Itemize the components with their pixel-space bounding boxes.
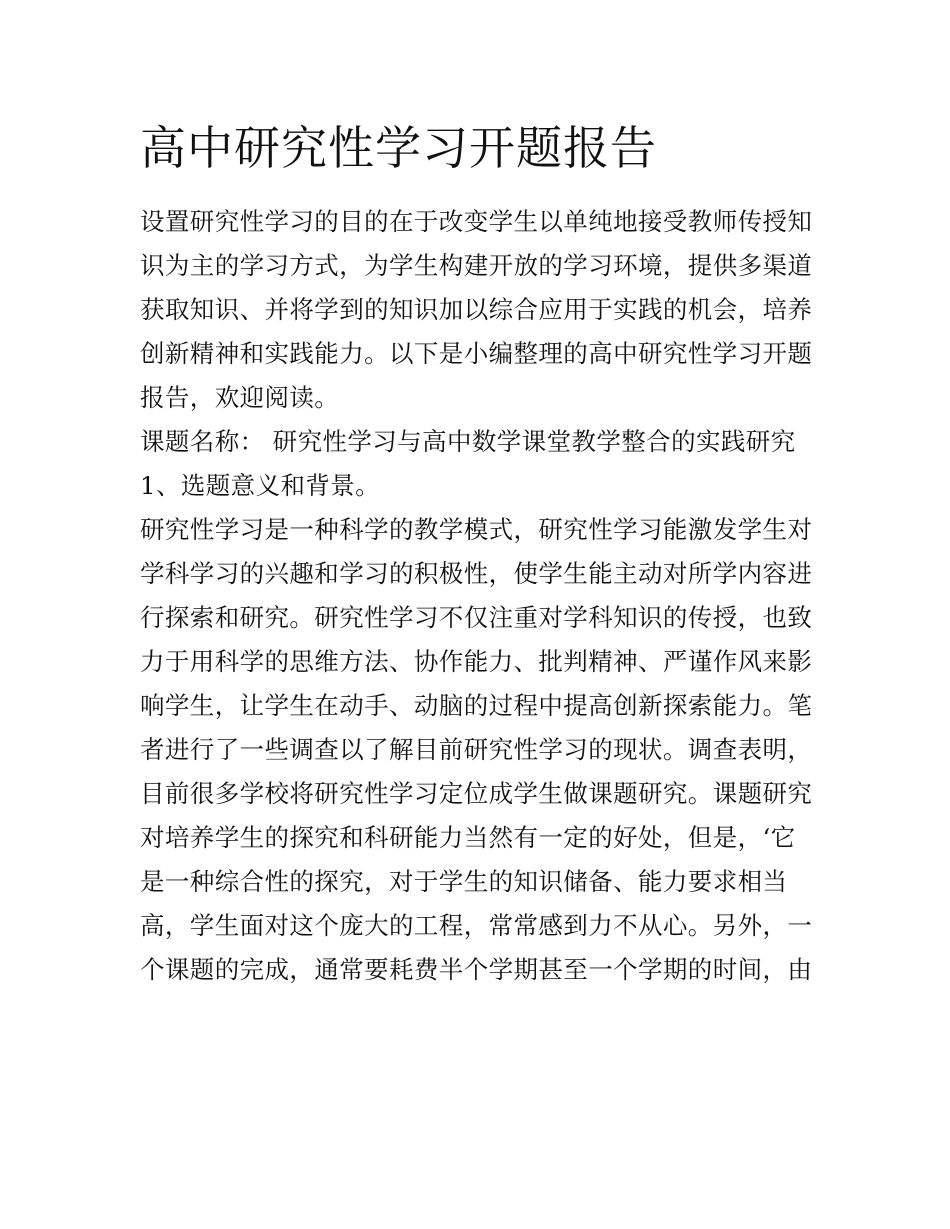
- body-line: 创新精神和实践能力。以下是小编整理的高中研究性学习开题: [140, 339, 813, 368]
- document-title: 高中研究性学习开题报告: [140, 121, 657, 175]
- body-line: 目前很多学校将研究性学习定位成学生做课题研究。课题研究: [140, 779, 813, 808]
- body-line: 研究性学习是一种科学的教学模式，研究性学习能激发学生对: [140, 515, 813, 544]
- body-line: 对培养学生的探究和科研能力当然有一定的好处，但是，‘它: [140, 823, 796, 852]
- body-line: 响学生，让学生在动手、动脑的过程中提高创新探索能力。笔: [140, 691, 813, 720]
- body-line: 是一种综合性的探究，对于学生的知识储备、能力要求相当: [140, 867, 788, 896]
- body-line: 高，学生面对这个庞大的工程，常常感到力不从心。另外，一: [140, 911, 813, 940]
- body-line: 者进行了一些调查以了解目前研究性学习的现状。调查表明，: [140, 735, 813, 764]
- body-line: 行探索和研究。研究性学习不仅注重对学科知识的传授，也致: [140, 603, 813, 632]
- body-line: 力于用科学的思维方法、协作能力、批判精神、严谨作风来影: [140, 647, 813, 676]
- section-heading: 1、选题意义和背景。: [140, 471, 381, 500]
- body-line: 个课题的完成，通常要耗费半个学期甚至一个学期的时间，由: [140, 955, 813, 984]
- body-line: 设置研究性学习的目的在于改变学生以单纯地接受教师传授知: [140, 207, 813, 236]
- body-line: 学科学习的兴趣和学习的积极性，使学生能主动对所学内容进: [140, 559, 813, 588]
- topic-name-line: 课题名称： 研究性学习与高中数学课堂教学整合的实践研究: [140, 427, 796, 456]
- body-line: 识为主的学习方式，为学生构建开放的学习环境，提供多渠道: [140, 251, 813, 280]
- body-line: 获取知识、并将学到的知识加以综合应用于实践的机会，培养: [140, 295, 813, 324]
- document-body: [140, 200, 820, 992]
- body-line: 报告，欢迎阅读。: [140, 383, 340, 412]
